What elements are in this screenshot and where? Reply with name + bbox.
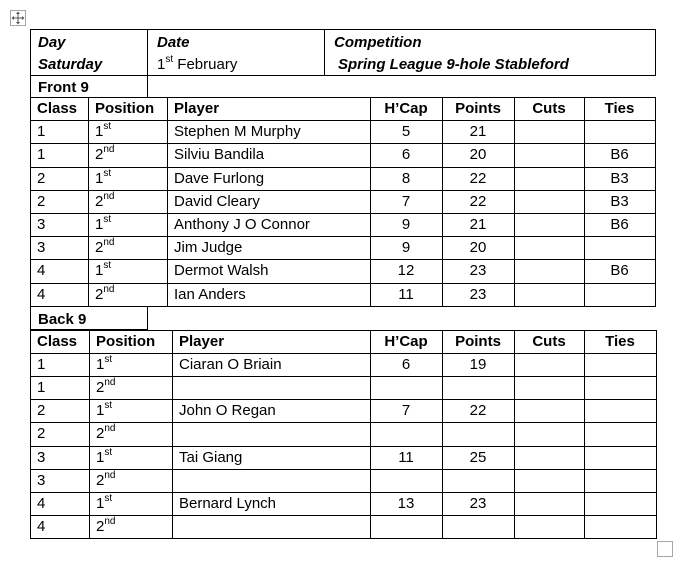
points-cell: 21	[469, 123, 487, 141]
class-cell: 1	[37, 123, 46, 141]
position-cell: 2nd	[95, 237, 115, 257]
player-cell: Stephen M Murphy	[174, 123, 301, 141]
position-cell: 2nd	[95, 283, 115, 303]
points-cell: 22	[469, 192, 487, 210]
table-rule	[30, 492, 657, 493]
hcap-cell: 5	[401, 123, 411, 141]
front9-header-cuts: Cuts	[532, 100, 566, 117]
player-cell: Bernard Lynch	[179, 494, 277, 512]
competition-label: Competition	[334, 34, 422, 51]
front9-title: Front 9	[38, 79, 89, 96]
table-rule	[514, 97, 515, 307]
points-cell: 21	[469, 216, 487, 233]
position-cell: 2nd	[96, 423, 116, 443]
class-cell: 1	[37, 379, 46, 397]
points-cell: 19	[469, 356, 487, 374]
points-cell: 23	[469, 494, 487, 512]
position-cell: 1st	[95, 167, 112, 187]
table-rule	[30, 97, 31, 307]
day-label: Day	[38, 34, 66, 51]
front9-header-ties: Ties	[604, 100, 635, 117]
player-cell: Jim Judge	[174, 239, 243, 257]
ties-cell: B3	[610, 169, 629, 187]
date-label: Date	[157, 34, 190, 51]
table-rule	[30, 422, 657, 423]
table-rule	[30, 213, 656, 214]
class-cell: 1	[37, 356, 46, 374]
back9-header-class: Class	[37, 333, 78, 350]
position-cell: 1st	[95, 121, 112, 141]
table-rule	[30, 399, 657, 400]
class-cell: 4	[37, 262, 46, 280]
position-cell: 2nd	[95, 144, 115, 164]
class-cell: 2	[37, 425, 46, 443]
class-cell: 2	[37, 192, 46, 210]
table-rule	[30, 306, 656, 307]
position-cell: 2nd	[96, 469, 116, 489]
points-cell: 23	[469, 285, 487, 303]
class-cell: 2	[37, 402, 46, 420]
back9-header-position: Position	[96, 333, 156, 350]
table-rule	[30, 353, 657, 354]
table-rule	[655, 97, 656, 307]
points-cell: 23	[469, 262, 487, 280]
front9-header-position: Position	[95, 100, 155, 117]
ties-cell: B6	[610, 146, 629, 164]
class-cell: 3	[37, 471, 46, 489]
front9-header-player: Player	[174, 100, 220, 117]
class-cell: 4	[37, 285, 46, 303]
points-cell: 20	[469, 146, 487, 164]
table-resize-handle-icon[interactable]	[657, 541, 673, 557]
back9-header-ties: Ties	[605, 333, 635, 350]
position-cell: 2nd	[96, 515, 116, 535]
player-cell: Ciaran O Briain	[179, 356, 282, 374]
date-value: 1st February	[157, 54, 238, 73]
table-rule	[30, 236, 656, 237]
class-cell: 3	[37, 239, 46, 257]
hcap-cell: 8	[401, 169, 411, 187]
class-cell: 4	[37, 494, 46, 512]
table-rule	[30, 143, 656, 144]
table-rule	[30, 469, 657, 470]
position-cell: 2nd	[95, 190, 115, 210]
table-rule	[167, 97, 168, 307]
position-cell: 1st	[95, 260, 112, 280]
table-rule	[89, 330, 90, 539]
player-cell: Anthony J O Connor	[174, 216, 310, 233]
table-rule	[514, 330, 515, 539]
back9-header-player: Player	[179, 333, 225, 350]
hcap-cell: 12	[397, 262, 415, 280]
back9-title: Back 9	[38, 311, 87, 328]
position-cell: 1st	[96, 446, 113, 466]
table-rule	[30, 259, 656, 260]
player-cell: David Cleary	[174, 192, 260, 210]
points-cell: 25	[469, 448, 487, 466]
table-rule	[30, 120, 656, 121]
class-cell: 1	[37, 146, 46, 164]
position-cell: 1st	[95, 214, 112, 233]
player-cell: Silviu Bandila	[174, 146, 265, 164]
hcap-cell: 11	[398, 448, 414, 466]
day-value: Saturday	[38, 56, 103, 73]
back9-header-points: Points	[455, 333, 501, 350]
position-cell: 1st	[96, 400, 113, 420]
hcap-cell: 9	[401, 239, 411, 257]
class-cell: 4	[37, 517, 46, 535]
table-rule	[88, 97, 89, 307]
player-cell: Ian Anders	[174, 285, 246, 303]
points-cell: 20	[469, 239, 487, 257]
hcap-cell: 6	[401, 356, 411, 374]
front9-header-points: Points	[455, 100, 501, 117]
table-rule	[656, 330, 657, 539]
table-rule	[172, 330, 173, 539]
class-cell: 3	[37, 216, 46, 233]
class-cell: 2	[37, 169, 46, 187]
position-cell: 1st	[96, 354, 113, 374]
hcap-cell: 11	[398, 285, 414, 303]
hcap-cell: 6	[401, 146, 411, 164]
table-rule	[30, 330, 657, 331]
back9-header-cuts: Cuts	[532, 333, 566, 350]
table-rule	[30, 97, 656, 98]
hcap-cell: 13	[397, 494, 415, 512]
position-cell: 1st	[96, 492, 113, 512]
ties-cell: B6	[610, 216, 629, 233]
table-move-handle-icon[interactable]	[10, 10, 26, 26]
table-rule	[30, 283, 656, 284]
table-rule	[30, 190, 656, 191]
table-rule	[30, 167, 656, 168]
player-cell: Tai Giang	[179, 448, 243, 466]
table-rule	[30, 376, 657, 377]
player-cell: Dave Furlong	[174, 169, 265, 187]
table-rule	[30, 538, 657, 539]
class-cell: 3	[37, 448, 46, 466]
hcap-cell: 9	[401, 216, 411, 233]
ties-cell: B3	[610, 192, 629, 210]
hcap-cell: 7	[401, 402, 411, 420]
player-cell: Dermot Walsh	[174, 262, 269, 280]
competition-value: Spring League 9-hole Stableford	[338, 56, 569, 73]
front9-header-hcap: H’Cap	[384, 100, 428, 117]
back9-header-hcap: H’Cap	[384, 333, 428, 350]
points-cell: 22	[469, 402, 487, 420]
hcap-cell: 7	[401, 192, 411, 210]
ties-cell: B6	[610, 262, 629, 280]
table-rule	[584, 330, 585, 539]
position-cell: 2nd	[96, 377, 116, 397]
table-rule	[30, 515, 657, 516]
player-cell: John O Regan	[179, 402, 276, 420]
table-rule	[30, 446, 657, 447]
points-cell: 22	[469, 169, 487, 187]
table-rule	[30, 330, 31, 539]
front9-header-class: Class	[37, 100, 78, 117]
